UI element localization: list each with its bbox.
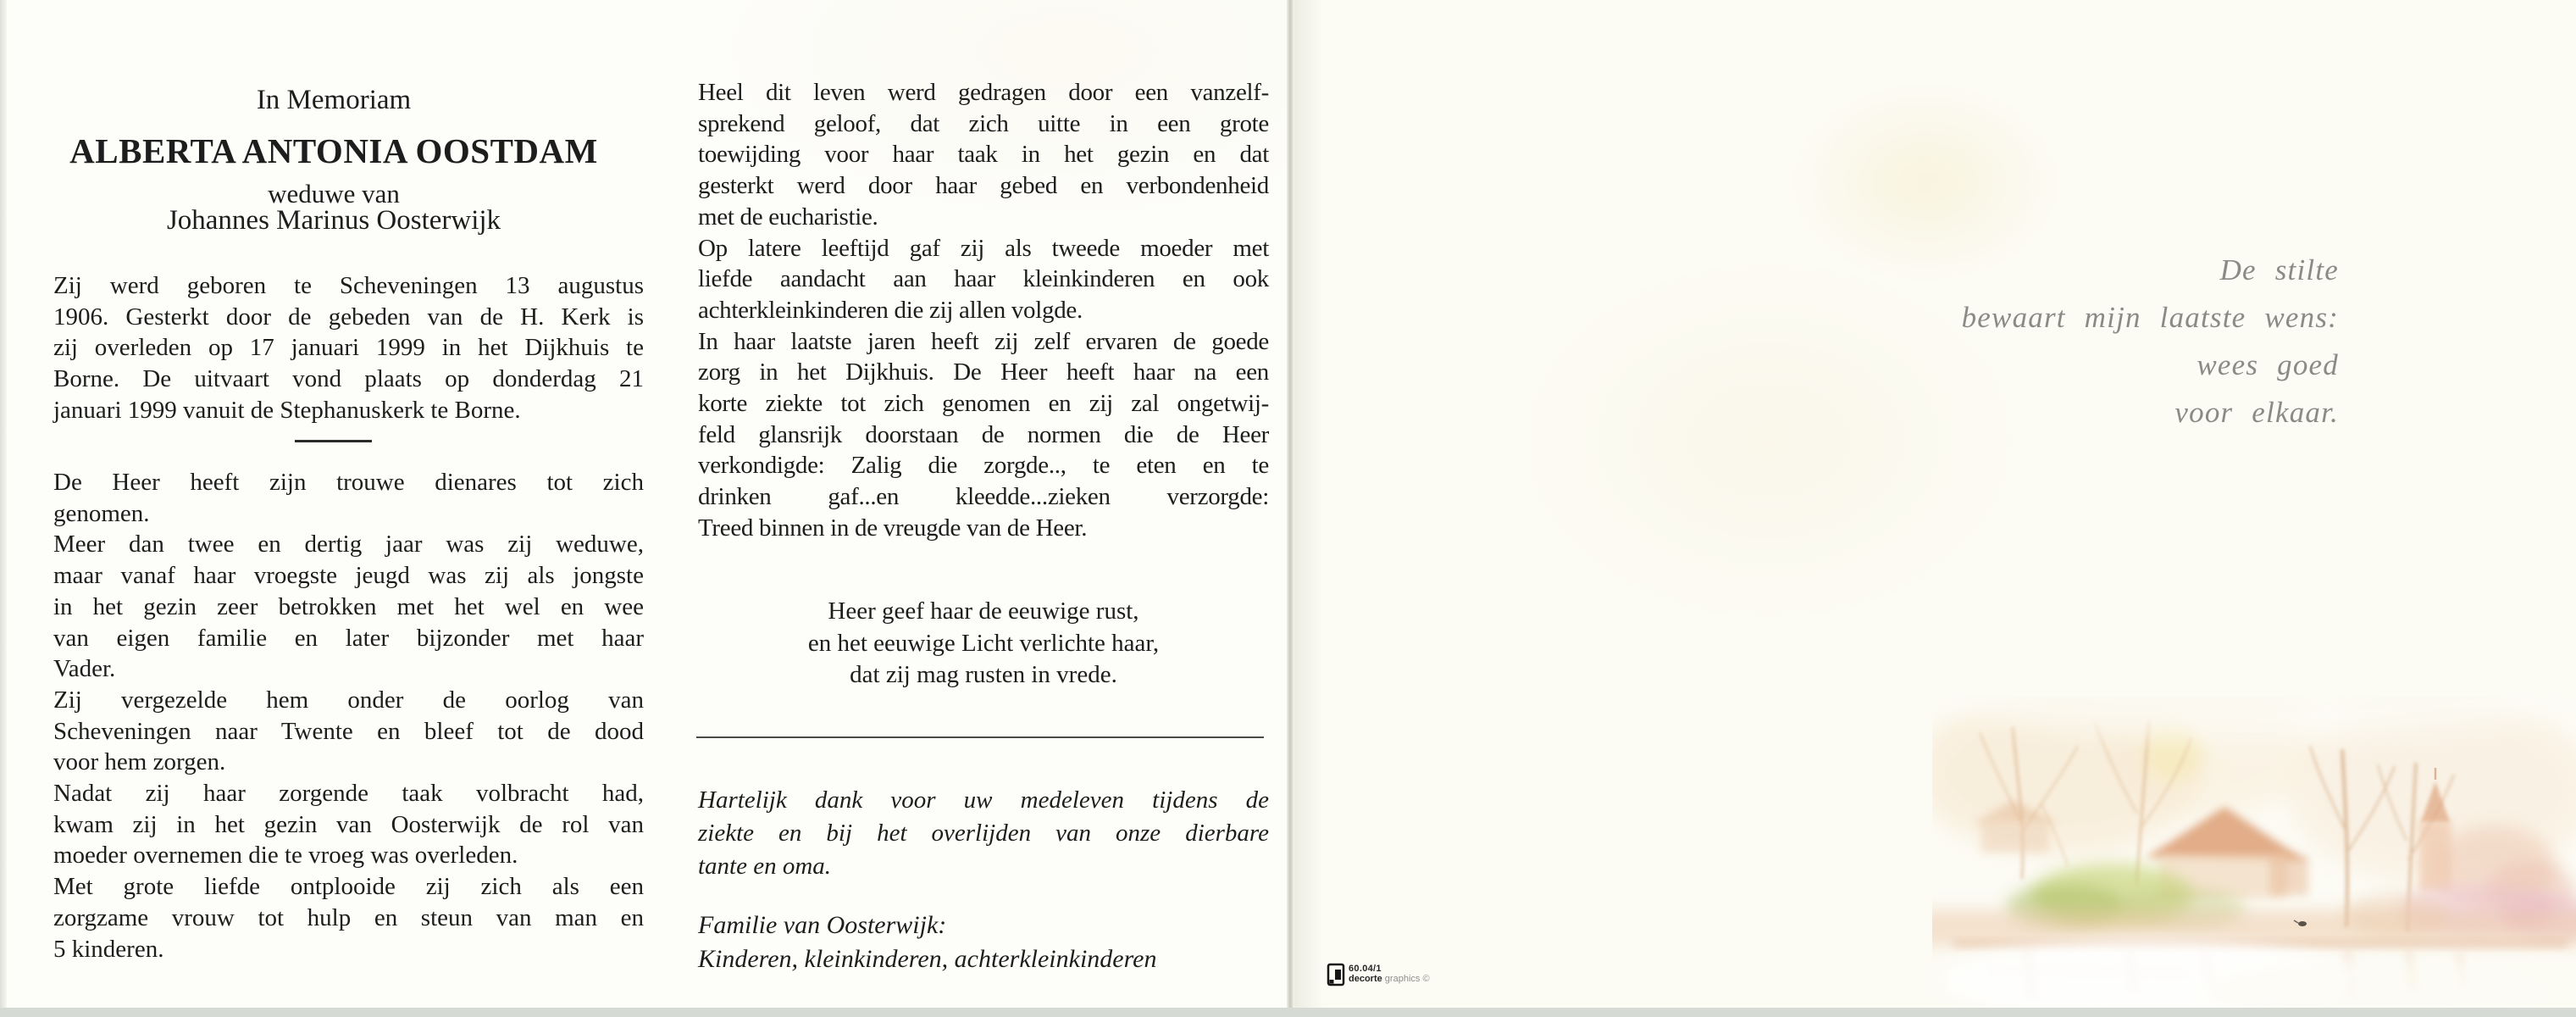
publisher-code: 60.04/1 (1349, 964, 1382, 974)
text-line: Op latere leeftijd gaf zij als tweede moeder met (698, 234, 1269, 262)
text-line: zij overleden op 17 januari 1999 in het Dijkhuis te (53, 334, 644, 362)
text-line: dat zij mag rusten in vrede. (850, 661, 1117, 688)
separator-rule-short (295, 440, 372, 442)
paragraph (698, 784, 1269, 882)
text-line: voor elkaar. (2174, 396, 2339, 429)
paragraph (53, 871, 644, 964)
text-line: 5 kinderen. (53, 935, 164, 963)
text-line: sprekend geloof, dat zich uitte in een grote (698, 109, 1269, 137)
text-line: van eigen familie en later bijzonder met haar (53, 624, 644, 652)
text-line: wees goed (2197, 348, 2339, 381)
text-line: zorgzame vrouw tot hulp en steun van man en (53, 903, 644, 931)
paragraph (53, 685, 644, 778)
faith-paragraphs (698, 77, 1269, 544)
family-signature (698, 909, 1269, 976)
paragraph (698, 77, 1269, 233)
text-line: Heel dit leven werd gedragen door een vanzelf- (698, 79, 1269, 106)
painting-shore (1932, 910, 2576, 948)
paragraph (53, 778, 644, 871)
text-line: De stilte (2219, 253, 2339, 286)
text-line: zorg in het Dijkhuis. De Heer heeft haar na een (698, 358, 1269, 386)
text-line: en het eeuwige Licht verlichte haar, (807, 629, 1160, 657)
paragraph (53, 270, 644, 426)
text-line: voor hem zorgen. (53, 748, 226, 776)
text-line: Vader. (53, 655, 116, 683)
text-line: Borne. De uitvaart vond plaats op donderdag 21 (53, 365, 644, 393)
text-line: toewijding voor haar taak in het gezin en dat (698, 141, 1269, 169)
thanks-paragraph (698, 784, 1269, 882)
text-line: drinken gaf...en kleedde...zieken verzorgde: (698, 483, 1269, 511)
scan-left-edge (0, 0, 7, 1008)
front-quote (1695, 247, 2339, 436)
paragraph (698, 326, 1269, 544)
text-line: Zij werd geboren te Scheveningen 13 augustus (53, 272, 644, 299)
text-line: genomen. (53, 499, 150, 527)
text-line: In haar laatste jaren heeft zij zelf ervaren de goede (698, 327, 1269, 355)
paragraph (698, 233, 1269, 326)
husband-name: Johannes Marinus Oosterwijk (166, 205, 501, 236)
text-line: Familie van Oosterwijk: (698, 911, 947, 939)
painting-water-highlights (1941, 940, 2542, 1008)
text-line: gesterkt werd door haar gebed en verbondenheid (698, 172, 1269, 200)
text-line: maar vanaf haar vroegste jeugd was zij als jongste (53, 562, 644, 590)
inside-page (7, 0, 1287, 1008)
paragraph (53, 467, 644, 529)
text-line: Meer dan twee en dertig jaar was zij weduwe, (53, 531, 644, 559)
text-line: kwam zij in het gezin van Oosterwijk de rol van (53, 810, 644, 838)
front-page (1294, 0, 2576, 1008)
in-memoriam-heading: In Memoriam (256, 85, 412, 115)
text-line: januari 1999 vanuit de Stephanuskerk te Borne. (53, 396, 521, 424)
text-line: met de eucharistie. (698, 203, 878, 231)
text-line: liefde aandacht aan haar kleinkinderen en ook (698, 265, 1269, 293)
text-line: ziekte en bij het overlijden van onze dierbare (698, 819, 1269, 847)
text-line: Nadat zij haar zorgende taak volbracht had, (53, 780, 644, 808)
text-line: Zij vergezelde hem onder de oorlog van (53, 686, 644, 714)
text-line: korte ziekte tot zich genomen en zij zal ongetwij- (698, 390, 1269, 418)
text-line: 1906. Gesterkt door de gebeden van de H. Kerk is (53, 303, 644, 331)
text-line: feld glansrijk doorstaan de normen die de Heer (698, 420, 1269, 448)
text-line: Hartelijk dank voor uw medeleven tijdens de (698, 786, 1269, 814)
biography-intro-paragraph (53, 270, 644, 426)
paragraph (53, 529, 644, 685)
text-line: Heer geef haar de eeuwige rust, (828, 597, 1139, 625)
text-line: tante en oma. (698, 852, 832, 880)
text-line: moeder overnemen die te vroeg was overleden. (53, 842, 518, 870)
card-fold-seam (1287, 0, 1294, 1008)
widow-label: weduwe van (268, 179, 400, 208)
decorte-logo-icon (1327, 963, 1345, 986)
publisher-mark (1327, 963, 1430, 986)
deceased-name-heading: ALBERTA ANTONIA OOSTDAM (69, 131, 598, 170)
publisher-name: decorte graphics © (1349, 974, 1430, 984)
biography-life-paragraphs (53, 467, 644, 964)
text-line: De Heer heeft zijn trouwe dienares tot zich (53, 469, 644, 496)
text-line: verkondigde: Zalig die zorgde.., te eten en te (698, 452, 1269, 480)
watercolor-landscape-painting (1932, 697, 2576, 1008)
separator-rule-long (696, 736, 1264, 738)
text-line: bewaart mijn laatste wens: (1961, 301, 2339, 334)
prayer-verse (698, 596, 1269, 692)
text-line: Scheveningen naar Twente en bleef tot de dood (53, 717, 644, 745)
text-line: in het gezin zeer betrokken met het wel en wee (53, 592, 644, 620)
text-line: Met grote liefde ontplooide zij zich als een (53, 873, 644, 901)
scanner-bottom-strip (0, 1008, 2576, 1017)
text-line: Treed binnen in de vreugde van de Heer. (698, 514, 1088, 542)
text-line: Kinderen, kleinkinderen, achterkleinkinderen (698, 945, 1157, 973)
text-line: achterkleinkinderen die zij allen volgde. (698, 296, 1083, 324)
